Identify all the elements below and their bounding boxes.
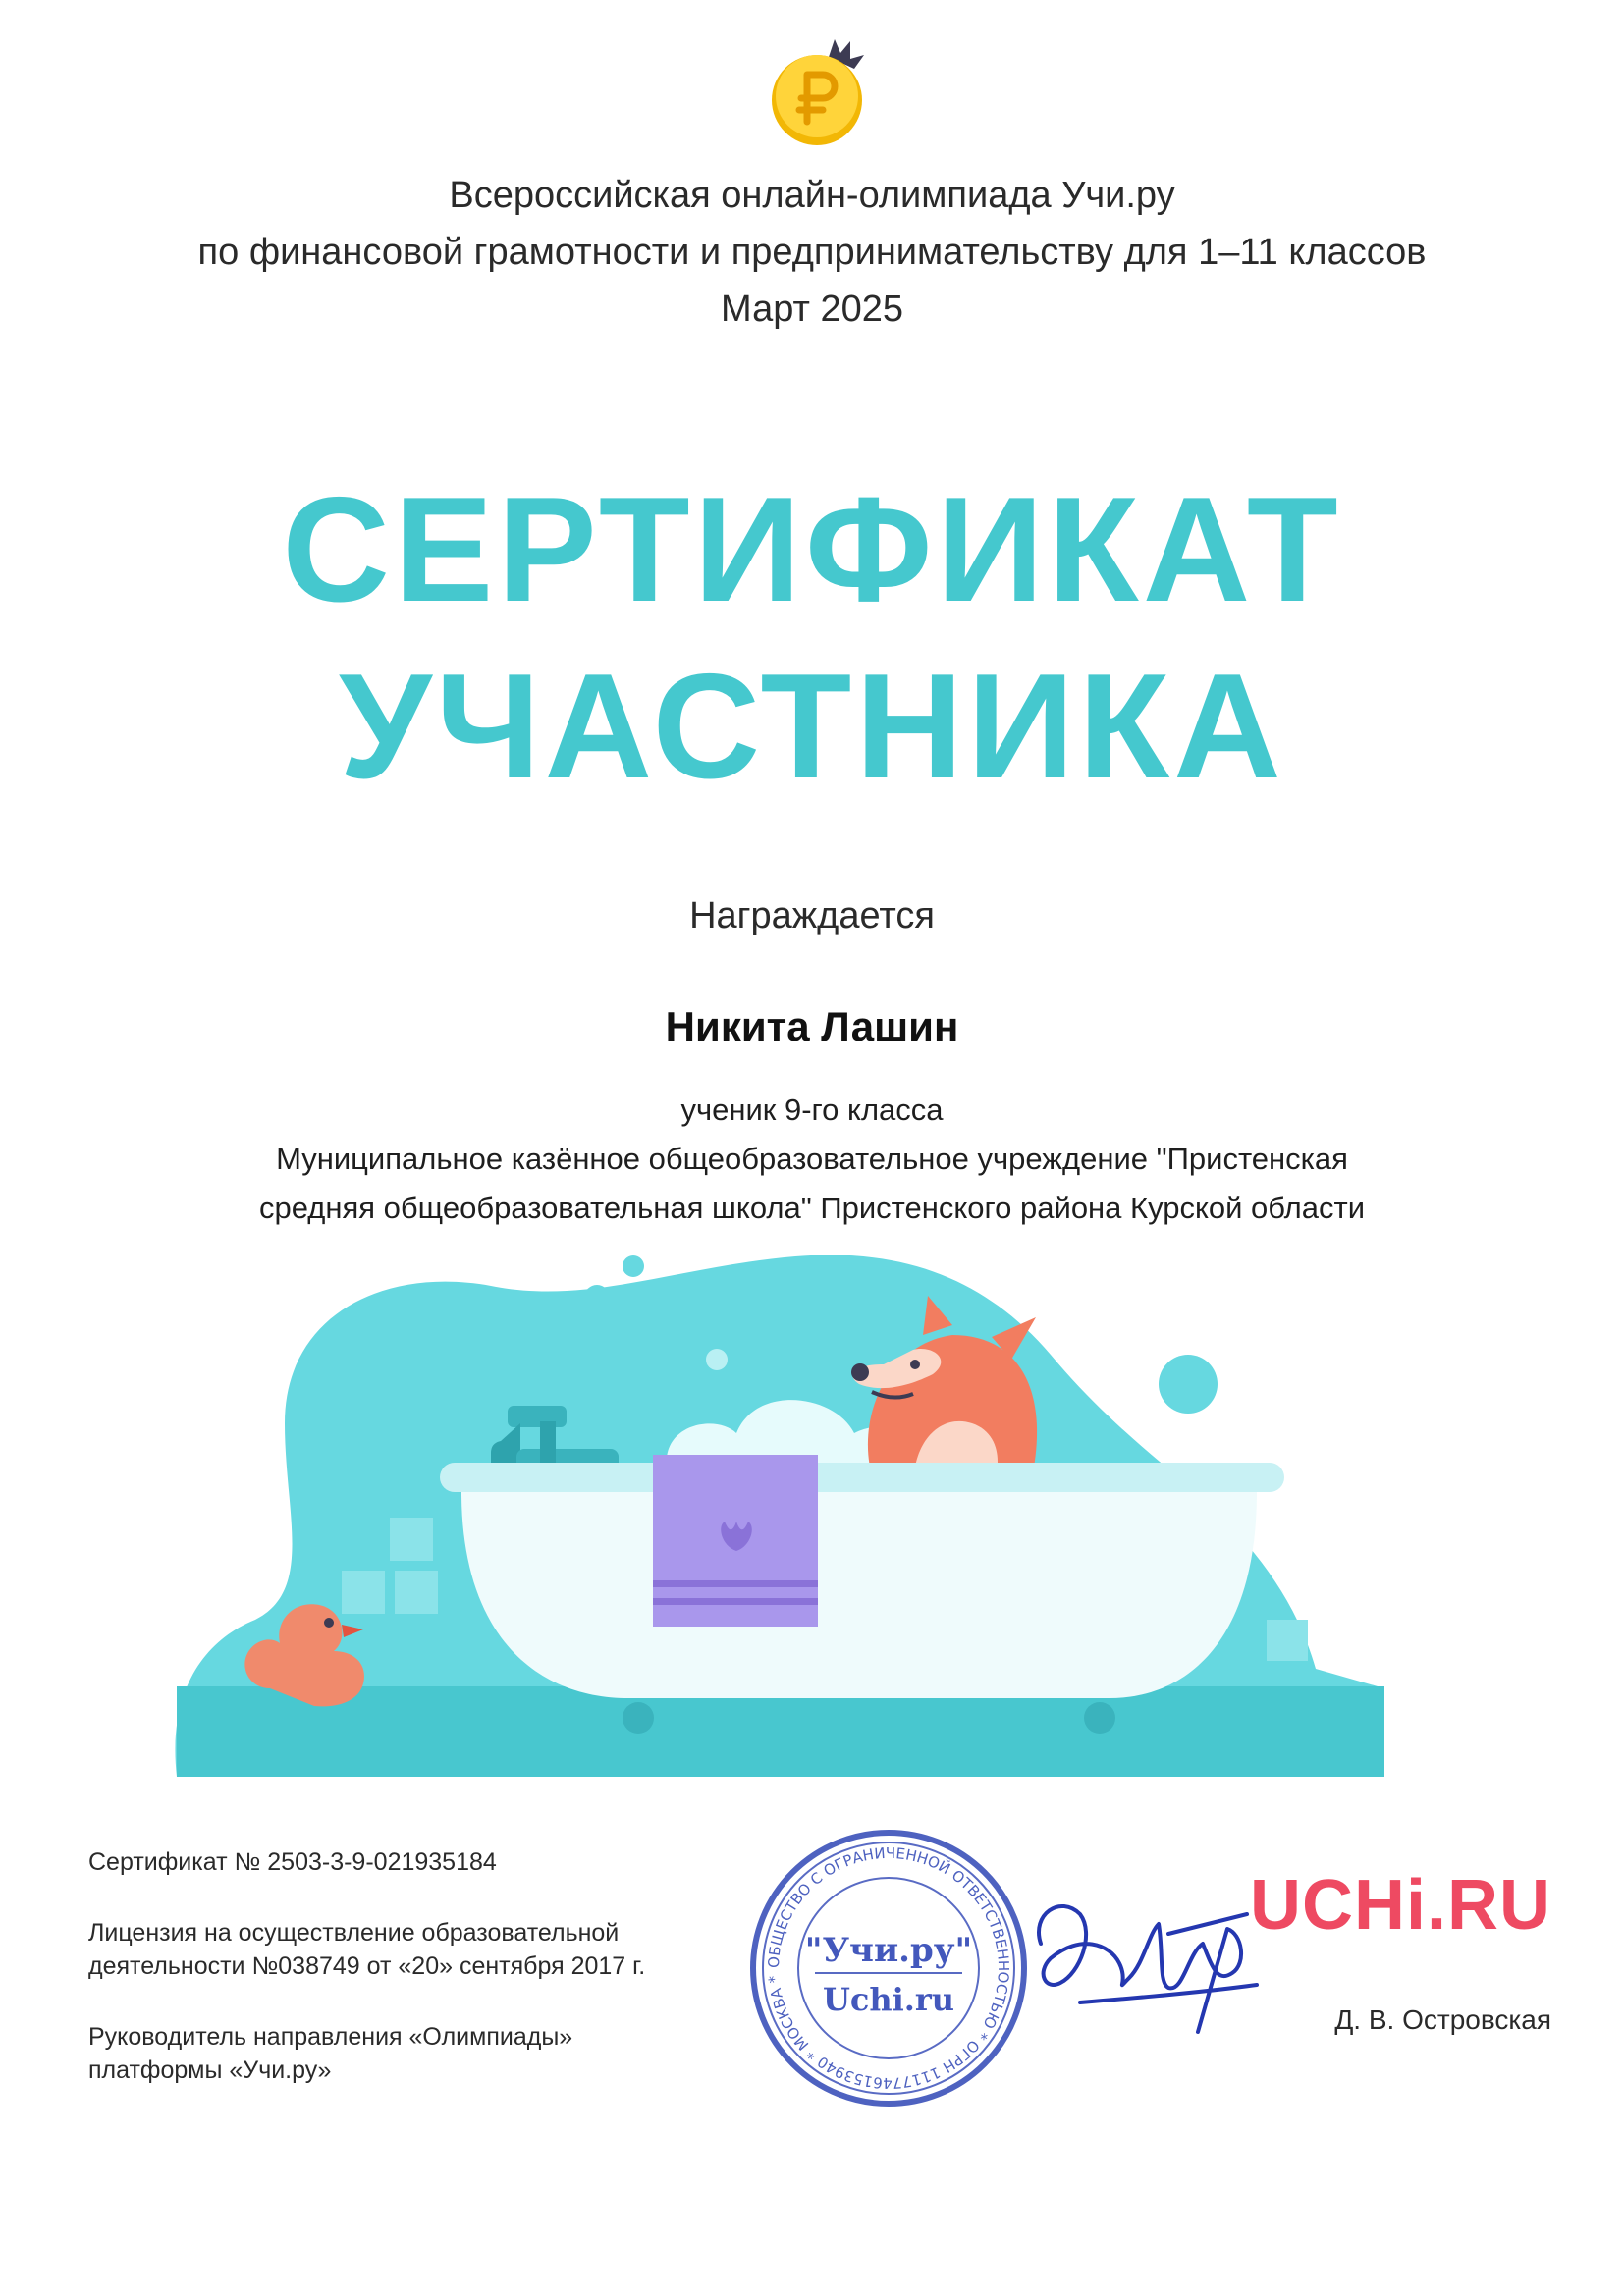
certificate-title-line1: СЕРТИФИКАТ <box>282 466 1342 633</box>
olympiad-subject: по финансовой грамотности и предпринимательству для 1–11 классов <box>197 232 1427 273</box>
certificate-number: Сертификат № 2503-3-9-021935184 <box>88 1848 497 1876</box>
certificate-title-line2: УЧАСТНИКА <box>339 643 1285 810</box>
student-name: Никита Лашин <box>665 1003 959 1049</box>
student-info <box>0 1086 1624 1233</box>
olympiad-date: Март 2025 <box>720 289 903 330</box>
signer-name: Д. В. Островская <box>1334 2004 1551 2035</box>
head-title-line2: платформы «Учи.ру» <box>88 2056 332 2084</box>
olympiad-header <box>0 167 1624 338</box>
license-line2: деятельности №038749 от «20» сентября 2017 г. <box>88 1952 646 1980</box>
footer-info <box>88 1845 776 2124</box>
license-line1: Лицензия на осуществление образовательной <box>88 1919 620 1947</box>
head-title-line1: Руководитель направления «Олимпиады» <box>88 2023 573 2051</box>
bathtub-illustration <box>167 1227 1394 1777</box>
awarded-label: Награждается <box>689 895 935 936</box>
uchi-ru-logo: UCHi.RU <box>1250 1866 1551 1945</box>
student-grade: ученик 9-го класса <box>680 1093 944 1127</box>
school-name-line1: Муниципальное казённое общеобразовательное учреждение "Пристенская <box>276 1142 1348 1176</box>
stamp-seal <box>746 1826 1031 2110</box>
stamp-center-top: "Учи.ру" <box>804 1931 973 1970</box>
olympiad-title: Всероссийская онлайн-олимпиада Учи.ру <box>449 175 1175 216</box>
stamp-center-bottom: Uchi.ru <box>822 1981 955 2018</box>
stamp-ring-text: ОБЩЕСТВО С ОГРАНИЧЕННОЙ ОТВЕТСТВЕННОСТЬЮ * ОГРН 1117746153940 * МОСКВА * <box>764 1843 1013 2093</box>
ruble-coin-icon <box>766 35 872 151</box>
school-name-line2: средняя общеобразовательная школа" Пристенского района Курской области <box>258 1191 1366 1225</box>
certificate-title <box>0 461 1624 815</box>
